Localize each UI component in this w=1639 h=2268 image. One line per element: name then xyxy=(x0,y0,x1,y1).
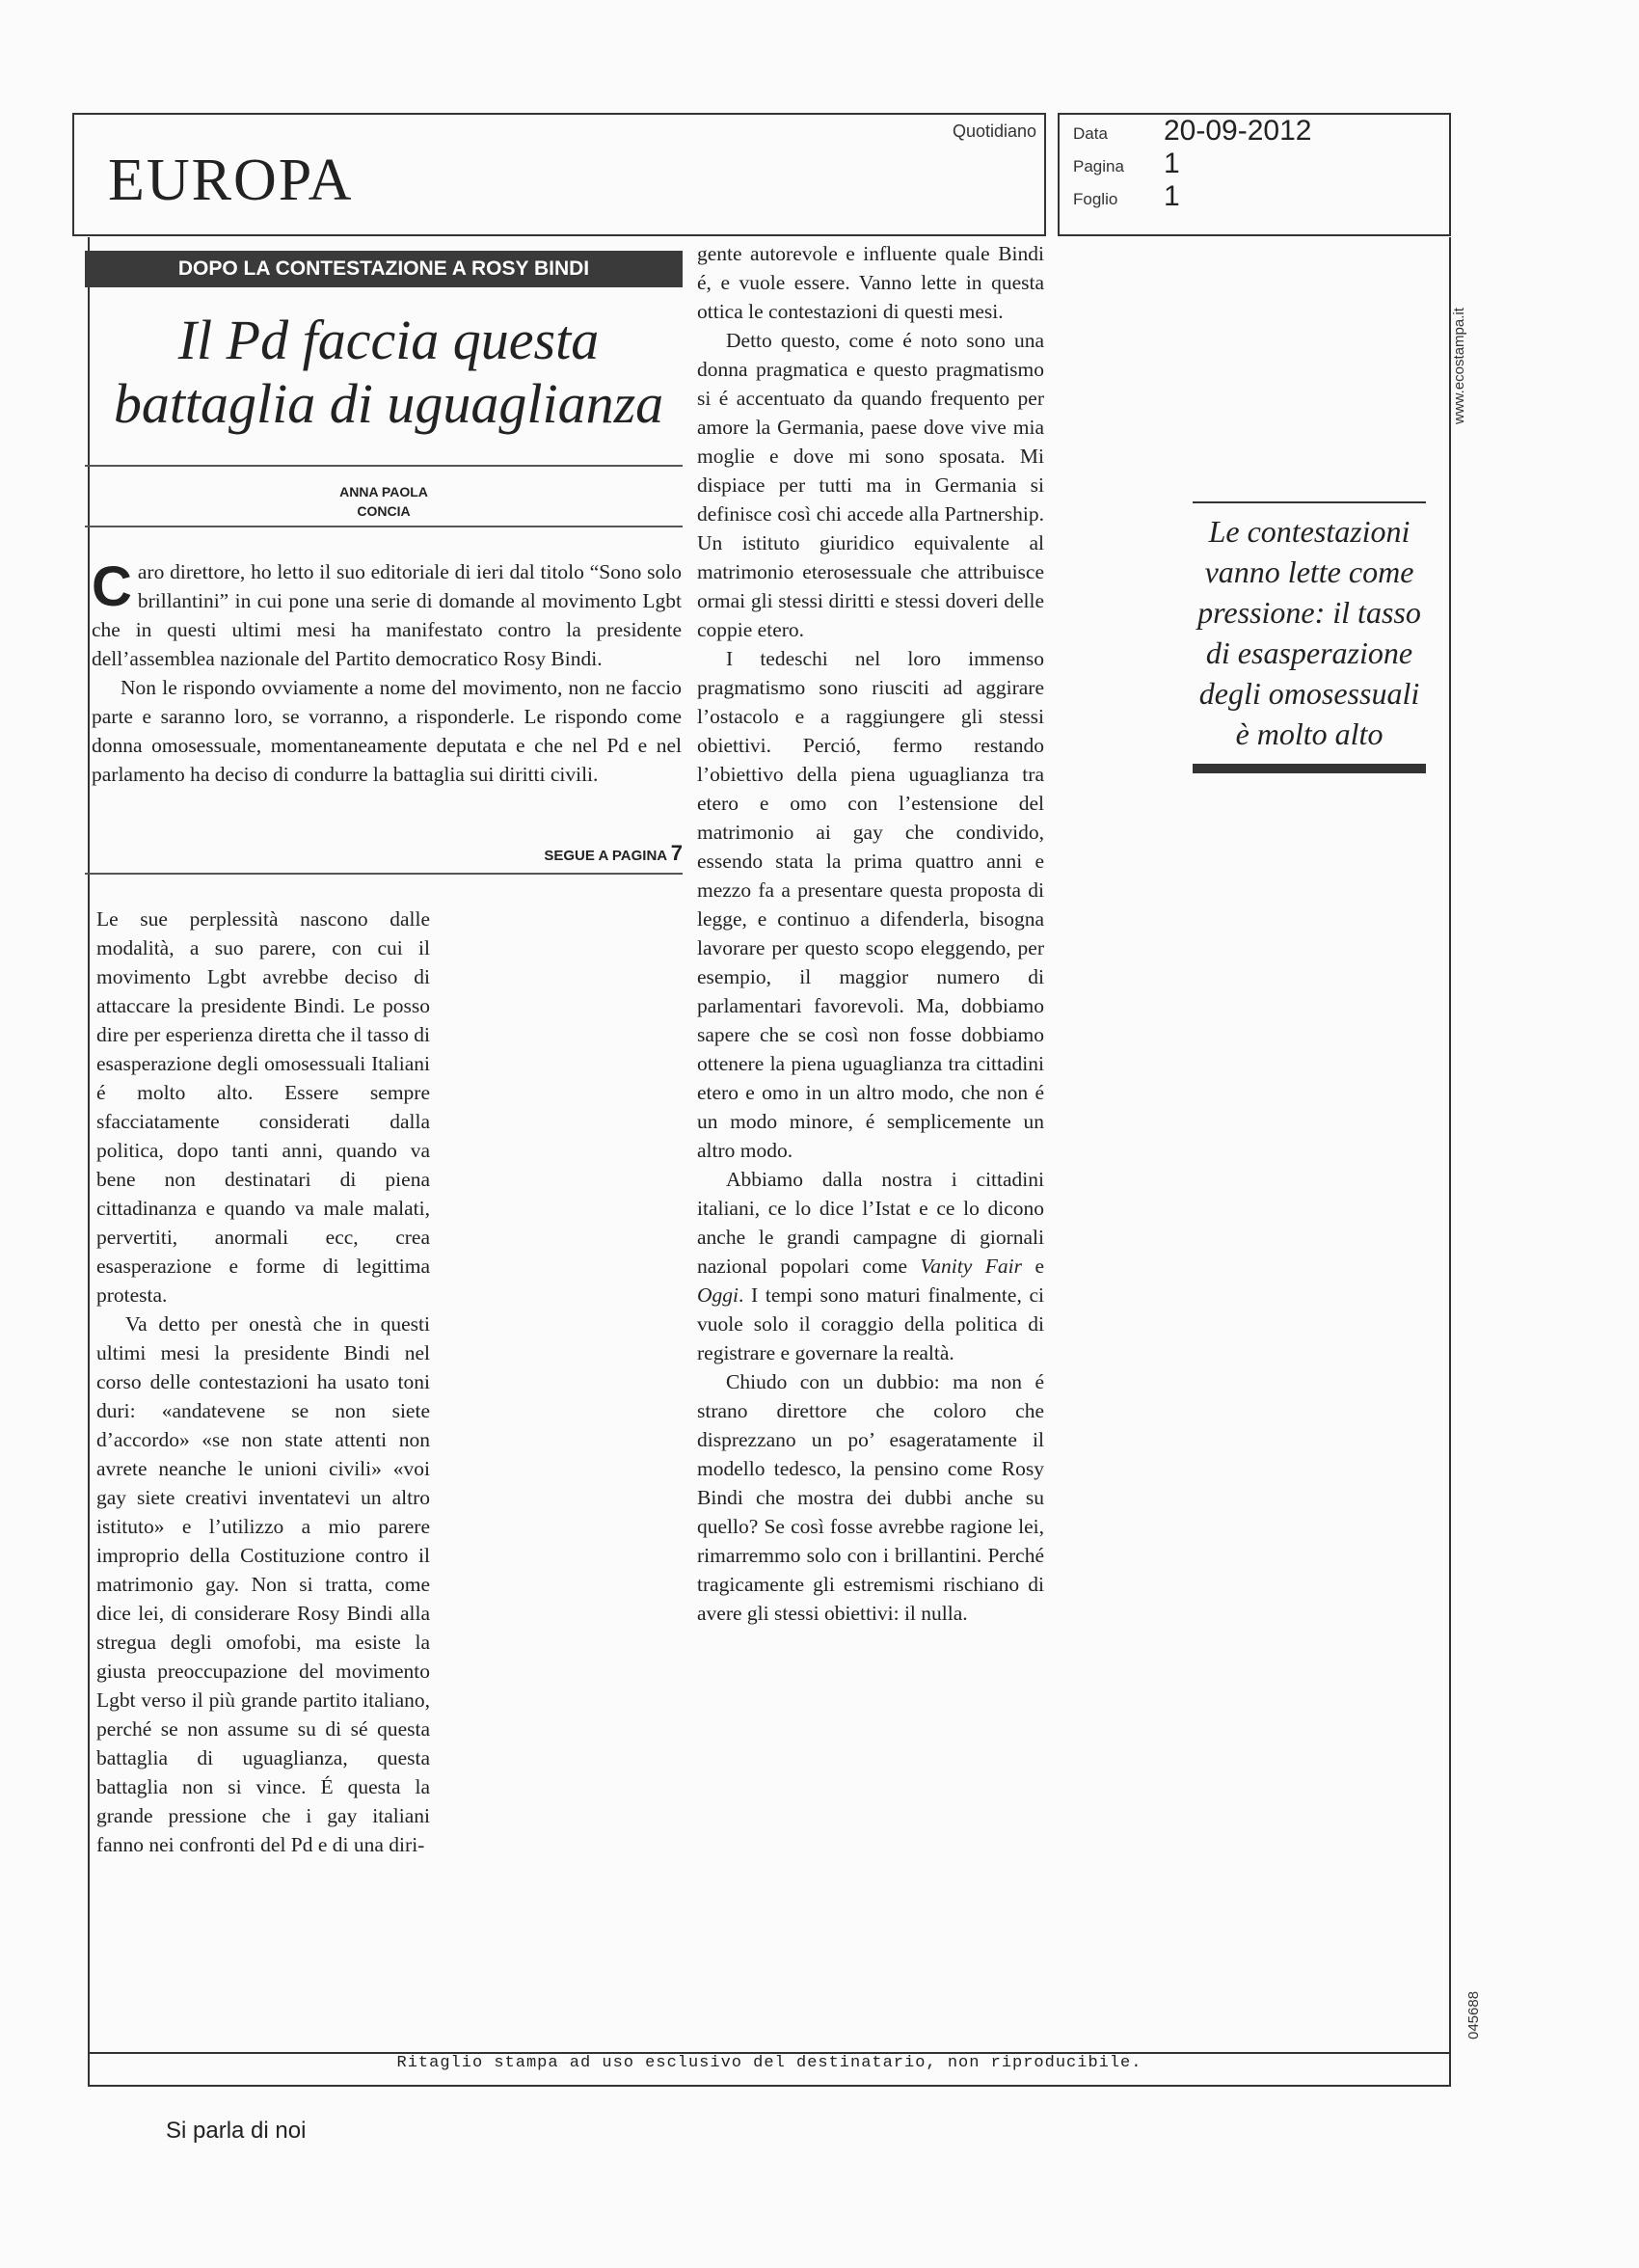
continued-note xyxy=(405,841,683,866)
author-line-1: ANNA PAOLA xyxy=(339,484,428,500)
author-byline xyxy=(85,482,683,521)
info-label-page: Pagina xyxy=(1073,157,1124,176)
continued-label: SEGUE A PAGINA xyxy=(544,848,667,864)
info-value-page: 1 xyxy=(1164,148,1180,179)
pullquote-bottom-bar xyxy=(1193,764,1426,773)
info-label-date: Data xyxy=(1073,124,1108,143)
body-text: Abbiamo dalla nostra i cittadini italiani, ce lo dice l’Istat e ce lo dicono anche le grandi campagne di giornali nazional popolari come xyxy=(697,1168,1044,1278)
side-url xyxy=(1451,241,1480,434)
body-text: e xyxy=(1034,1255,1045,1278)
info-value-sheet: 1 xyxy=(1164,180,1180,212)
headline-rule xyxy=(85,465,683,467)
publication-type: Quotidiano xyxy=(953,122,1037,141)
lead-paragraph-2: Non le rispondo ovviamente a nome del movimento, non ne faccio parte e saranno loro, se vorranno, a risponderle. Le rispondo come donna omosessuale, momentaneamente deputata e che nel Pd e nel parlamento ha deciso di condurre la battaglia sui diritti civili. xyxy=(92,676,682,786)
info-value-date: 20-09-2012 xyxy=(1164,115,1312,147)
pullquote-top-rule xyxy=(1193,501,1426,503)
body-paragraph: Detto questo, come é noto sono una donna pragmatica e questo pragmatismo si é accentuato da quando frequento per amore la Germania, paese dove vive mia moglie e dove mi sono sposata. Mi dispiace per tutti ma in Germania si definisce così chi accede alla Partnership. Un istituto giuridico equivalente al matrimonio eterosessuale che attribuisce ormai gli stessi diritti e stessi doveri delle coppie etero. xyxy=(697,329,1044,641)
lead-rule xyxy=(85,873,683,875)
side-code xyxy=(1465,1972,1494,2049)
pullquote: Le contestazioni vanno lette come pressione: il tasso di esasperazione degli omosessuali è molto alto xyxy=(1197,514,1421,751)
body-text: . I tempi sono maturi finalmente, ci vuole solo il coraggio della politica di registrare e governare la realtà. xyxy=(697,1283,1044,1364)
body-column-2 xyxy=(697,239,1044,1628)
side-code-text: 045688 xyxy=(1465,1990,1482,2039)
body-column-1 xyxy=(96,904,430,1859)
body-paragraph: gente autorevole e influente quale Bindi é, e vuole essere. Vanno lette in questa ottica le contestazioni di questi mesi. xyxy=(697,242,1044,323)
body-paragraph: Va detto per onestà che in questi ultimi mesi la presidente Bindi nel corso delle contestazioni ha usato toni duri: «andatevene se non siete d’accordo» «se non state attenti non avrete neanche le unioni civili» «voi gay siete creativi inventatevi un altro istituto» e l’utilizzo a mio parere improprio della Costituzione contro il matrimonio gay. Non si tratta, come dice lei, di considerare Rosy Bindi alla stregua degli omofobi, ma esiste la giusta preoccupazione del movimento Lgbt verso il più grande partito italiano, perché se non assume su di sé questa battaglia di uguaglianza, questa battaglia non si vince. É questa la grande pressione che i gay italiani fanno nei confronti del Pd e di una diri- xyxy=(96,1312,430,1856)
kicker-banner: DOPO LA CONTESTAZIONE A ROSY BINDI xyxy=(85,251,683,287)
author-line-2: CONCIA xyxy=(357,503,411,519)
side-url-text: www.ecostampa.it xyxy=(1451,308,1467,424)
info-label-sheet: Foglio xyxy=(1073,190,1118,208)
headline xyxy=(85,309,692,436)
body-paragraph xyxy=(697,1165,1044,1367)
continued-page: 7 xyxy=(670,841,683,865)
headline-line-2: battaglia di uguaglianza xyxy=(113,372,664,435)
masthead-title: EUROPA xyxy=(108,148,354,213)
headline-line-1: Il Pd faccia questa xyxy=(177,309,600,371)
body-paragraph: Le sue perplessità nascono dalle modalità, a suo parere, con cui il movimento Lgbt avrebbe deciso di attaccare la presidente Bindi. Le posso dire per esperienza diretta che il tasso di esasperazione degli omosessuali Italiani é molto alto. Essere sempre sfacciatamente considerati dalla politica, dopo tanti anni, quando va bene non destinatari di piena cittadinanza e quando va male malati, pervertiti, anormali ecc, crea esasperazione e forme di legittima protesta. xyxy=(96,907,430,1307)
info-box xyxy=(1058,113,1451,236)
lead-paragraphs xyxy=(92,557,682,789)
lead-paragraph-1 xyxy=(92,557,682,673)
drop-cap: C xyxy=(92,555,132,618)
lead-paragraph-1-text: aro direttore, ho letto il suo editoriale di ieri dal titolo “Sono solo brillantini” in cui pone una serie di domande al movimento Lgbt che in questi ultimi mesi ha manifestato contro la presidente dell’assemblea nazionale del Partito democratico Rosy Bindi. xyxy=(92,560,682,670)
magazine-name: Vanity Fair xyxy=(920,1255,1022,1278)
magazine-name: Oggi xyxy=(697,1283,739,1307)
body-paragraph: Chiudo con un dubbio: ma non é strano direttore che coloro che disprezzano un po’ esageratamente il modello tedesco, la pensino come Rosy Bindi che mostra dei dubbi anche su quello? Se così fosse avrebbe ragione lei, rimarremmo solo con i brillantini. Perché tragicamente gli estremismi rischiano di avere gli stessi obiettivi: il nulla. xyxy=(697,1370,1044,1625)
disclaimer: Ritaglio stampa ad uso esclusivo del destinatario, non riproducibile. xyxy=(396,2054,1142,2072)
footer-label: Si parla di noi xyxy=(166,2118,307,2144)
byline-rule xyxy=(85,526,683,527)
body-paragraph: I tedeschi nel loro immenso pragmatismo sono riusciti ad aggirare l’ostacolo e a raggiungere gli stessi obiettivi. Perció, fermo restando l’obiettivo della piena uguaglianza tra etero e omo con l’estensione del matrimonio ai gay che condivido, essendo stata la prima quattro anni e mezzo fa a presentare questa proposta di legge, e continuo a difenderla, bisogna lavorare per questo scopo eleggendo, per esempio, il maggior numero di parlamentari favorevoli. Ma, dobbiamo sapere che se così non fosse dobbiamo ottenere la piena uguaglianza tra cittadini etero e omo in un altro modo, che non é un modo minore, é semplicemente un altro modo. xyxy=(697,647,1044,1162)
